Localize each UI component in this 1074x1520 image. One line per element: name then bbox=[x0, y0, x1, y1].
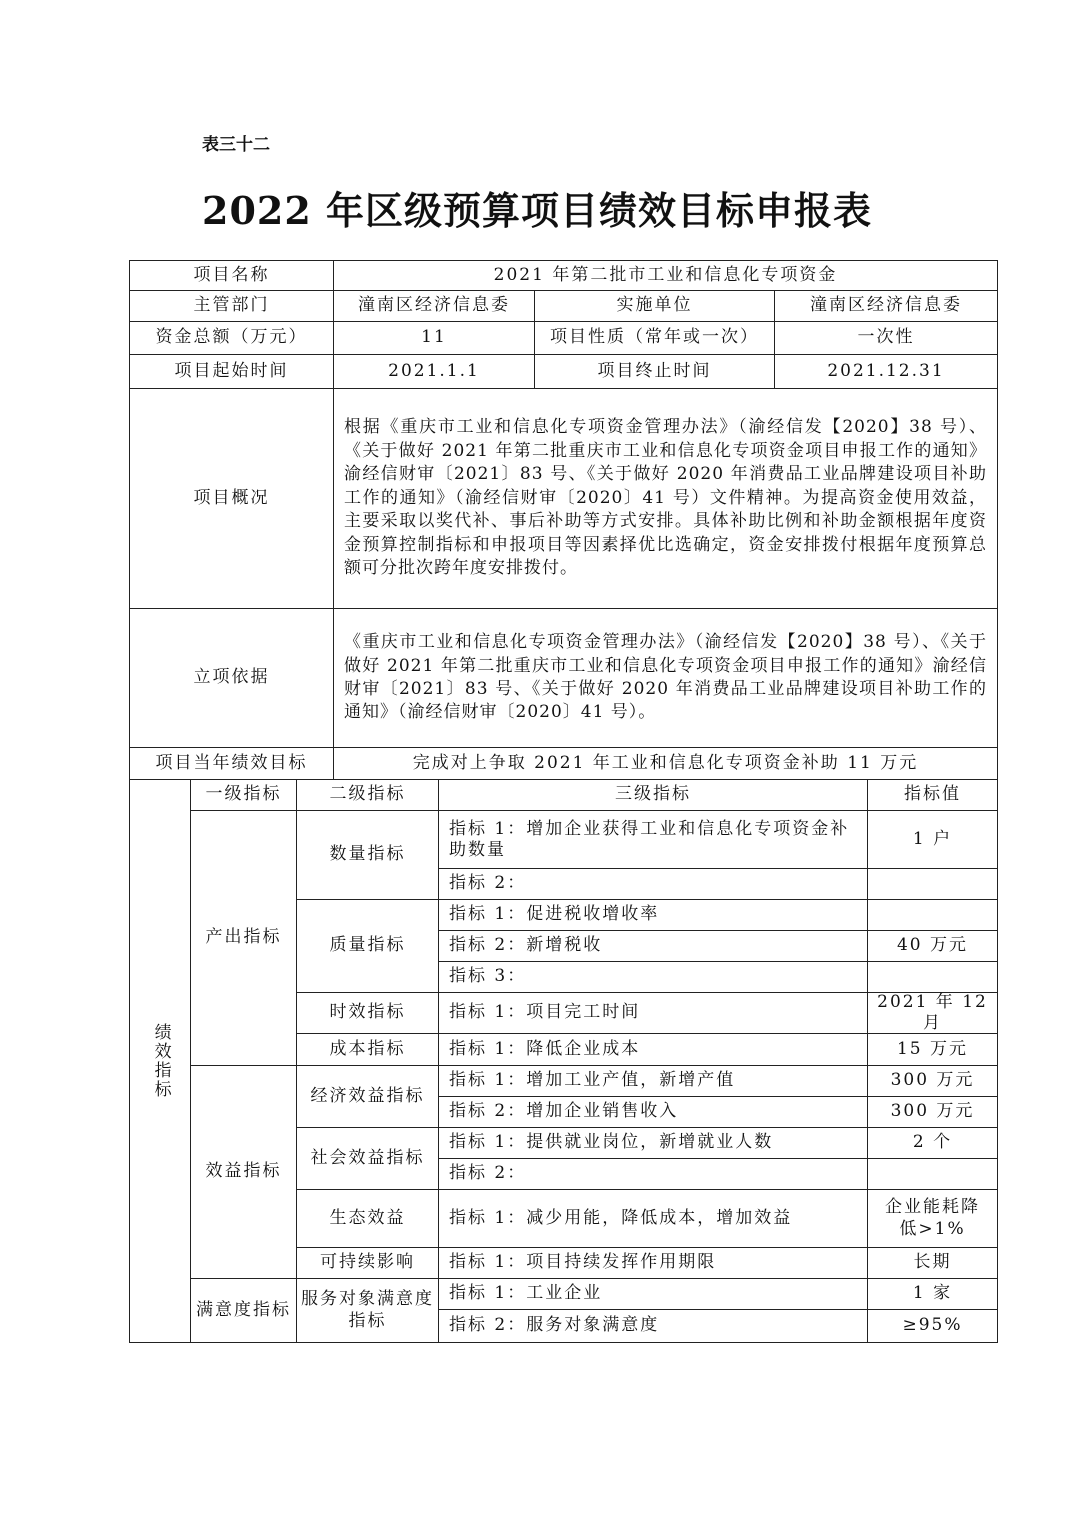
level2-time: 时效指标 bbox=[296, 992, 439, 1034]
fund-label: 资金总额（万元） bbox=[129, 321, 334, 355]
level3-row-15: 指标 2：服务对象满意度 bbox=[438, 1309, 868, 1343]
header-level1: 一级指标 bbox=[190, 779, 297, 811]
level3-row-13: 指标 1：项目持续发挥作用期限 bbox=[438, 1247, 868, 1279]
level3-row-5: 指标 3： bbox=[438, 961, 868, 993]
end-label: 项目终止时间 bbox=[534, 354, 775, 389]
level2-quality: 质量指标 bbox=[296, 899, 439, 993]
value-row-5 bbox=[867, 961, 998, 993]
value-row-4: 40 万元 bbox=[867, 930, 998, 962]
header-level3: 三级指标 bbox=[438, 779, 868, 811]
value-row-9: 300 万元 bbox=[867, 1096, 998, 1128]
level3-row-6: 指标 1：项目完工时间 bbox=[438, 992, 868, 1034]
start-value: 2021.1.1 bbox=[333, 354, 535, 389]
level3-row-11: 指标 2： bbox=[438, 1158, 868, 1190]
page-title: 2022 年区级预算项目绩效目标申报表 bbox=[202, 188, 872, 233]
goal-value: 完成对上争取 2021 年工业和信息化专项资金补助 11 万元 bbox=[333, 747, 998, 780]
dept-label: 主管部门 bbox=[129, 290, 334, 322]
overview-label: 项目概况 bbox=[129, 388, 334, 609]
header-value: 指标值 bbox=[867, 779, 998, 811]
level2-quantity: 数量指标 bbox=[296, 810, 439, 900]
level3-row-9: 指标 2：增加企业销售收入 bbox=[438, 1096, 868, 1128]
start-label: 项目起始时间 bbox=[129, 354, 334, 389]
value-row-2 bbox=[867, 868, 998, 900]
impl-value: 潼南区经济信息委 bbox=[774, 290, 998, 322]
level2-eco: 生态效益 bbox=[296, 1189, 439, 1248]
level1-satisfaction: 满意度指标 bbox=[190, 1278, 297, 1343]
level3-row-4: 指标 2：新增税收 bbox=[438, 930, 868, 962]
value-row-14: 1 家 bbox=[867, 1278, 998, 1310]
level3-row-2: 指标 2： bbox=[438, 868, 868, 900]
value-row-10: 2 个 bbox=[867, 1127, 998, 1159]
perf-side-text: 绩效指标 bbox=[150, 1023, 171, 1099]
value-row-1: 1 户 bbox=[867, 810, 998, 869]
end-value: 2021.12.31 bbox=[774, 354, 998, 389]
value-row-3 bbox=[867, 899, 998, 931]
level2-social: 社会效益指标 bbox=[296, 1127, 439, 1190]
level3-row-10: 指标 1：提供就业岗位，新增就业人数 bbox=[438, 1127, 868, 1159]
level3-row-1: 指标 1：增加企业获得工业和信息化专项资金补助数量 bbox=[438, 810, 868, 869]
value-row-8: 300 万元 bbox=[867, 1065, 998, 1097]
fund-value: 11 bbox=[333, 321, 535, 355]
impl-label: 实施单位 bbox=[534, 290, 775, 322]
level3-row-12: 指标 1：减少用能，降低成本，增加效益 bbox=[438, 1189, 868, 1248]
value-row-12: 企业能耗降低>1% bbox=[867, 1189, 998, 1248]
level1-output: 产出指标 bbox=[190, 810, 297, 1066]
nature-label: 项目性质（常年或一次） bbox=[534, 321, 775, 355]
perf-side-label bbox=[129, 779, 191, 1343]
project-name-value: 2021 年第二批市工业和信息化专项资金 bbox=[333, 260, 998, 291]
level2-cost: 成本指标 bbox=[296, 1033, 439, 1066]
basis-text: 《重庆市工业和信息化专项资金管理办法》（渝经信发【2020】38 号）、《关于做好 2021 年第二批重庆市工业和信息化专项资金项目申报工作的通知》渝经信财审〔2021〕83 号、《关于做好 2020 年消费品工业品牌建设项目补助工作的通知》（渝经信财审〔2020〕41 号）。 bbox=[333, 608, 998, 748]
level3-row-14: 指标 1：工业企业 bbox=[438, 1278, 868, 1310]
goal-label: 项目当年绩效目标 bbox=[129, 747, 334, 780]
project-name-label: 项目名称 bbox=[129, 260, 334, 291]
dept-value: 潼南区经济信息委 bbox=[333, 290, 535, 322]
value-row-15: ≥95% bbox=[867, 1309, 998, 1343]
level2-sustain: 可持续影响 bbox=[296, 1247, 439, 1279]
level3-row-8: 指标 1：增加工业产值，新增产值 bbox=[438, 1065, 868, 1097]
value-row-6: 2021 年 12 月 bbox=[867, 992, 998, 1034]
header-level2: 二级指标 bbox=[296, 779, 439, 811]
level2-econ: 经济效益指标 bbox=[296, 1065, 439, 1128]
table-number-label: 表三十二 bbox=[202, 135, 270, 155]
level3-row-7: 指标 1：降低企业成本 bbox=[438, 1033, 868, 1066]
value-row-7: 15 万元 bbox=[867, 1033, 998, 1066]
value-row-13: 长期 bbox=[867, 1247, 998, 1279]
overview-text: 根据《重庆市工业和信息化专项资金管理办法》（渝经信发【2020】38 号）、《关于做好 2021 年第二批重庆市工业和信息化专项资金项目申报工作的通知》渝经信财审〔2021〕83 号、《关于做好 2020 年消费品工业品牌建设项目补助工作的通知》（渝经信财审〔2020〕41 号）文件精神。为提高资金使用效益，主要采取以奖代补、事后补助等方式安排。具体补助比例和补助金额根据年度资金预算控制指标和申报项目等因素择优比选确定，资金安排拨付根据年度预算总额可分批次跨年度安排拨付。 bbox=[333, 388, 998, 609]
level1-benefit: 效益指标 bbox=[190, 1065, 297, 1279]
value-row-11 bbox=[867, 1158, 998, 1190]
nature-value: 一次性 bbox=[774, 321, 998, 355]
level2-service: 服务对象满意度指标 bbox=[296, 1278, 439, 1343]
basis-label: 立项依据 bbox=[129, 608, 334, 748]
level3-row-3: 指标 1：促进税收增收率 bbox=[438, 899, 868, 931]
